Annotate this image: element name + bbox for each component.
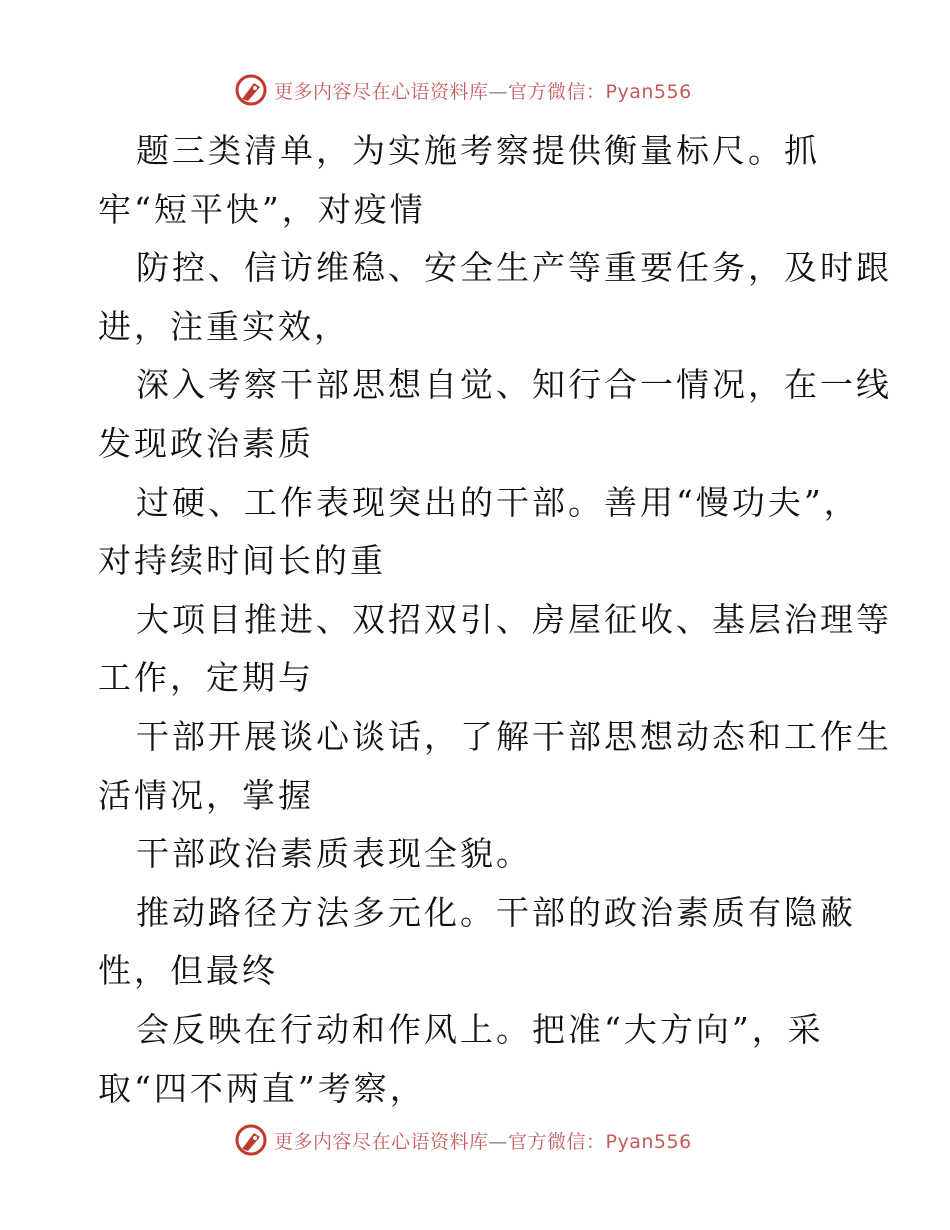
header-wechat-text: 官方微信：Pyan556 (508, 80, 692, 103)
paragraph-line: 深入考察干部思想自觉、知行合一情况，在一线 (136, 365, 892, 405)
paragraph-line: 干部开展谈心谈话，了解干部思想动态和工作生 (136, 716, 892, 756)
paragraph-line: 会反映在行动和作风上。把准“大方向”，采 (136, 1009, 824, 1049)
document-body (98, 122, 892, 1118)
paragraph-line: 工作，定期与 (98, 658, 314, 698)
pen-nib-logo-icon (234, 73, 268, 107)
paragraph-line: 推动路径方法多元化。干部的政治素质有隐蔽 (136, 892, 856, 932)
paragraph-line: 牢“短平快”，对疫情 (98, 189, 426, 229)
paragraph-line: 活情况，掌握 (98, 775, 314, 815)
header-site-text: 更多内容尽在心语资料库 (274, 80, 489, 103)
header-separator: — (488, 80, 509, 103)
paragraph-line: 发现政治素质 (98, 423, 314, 463)
header-banner (234, 72, 692, 108)
paragraph-line: 干部政治素质表现全貌。 (136, 834, 532, 874)
paragraph-line: 防控、信访维稳、安全生产等重要任务，及时跟 (136, 248, 892, 288)
paragraph-line: 性，但最终 (98, 951, 278, 991)
header-text (274, 77, 692, 104)
footer-wechat-text: 官方微信：Pyan556 (508, 1130, 692, 1153)
footer-site-text: 更多内容尽在心语资料库 (274, 1130, 489, 1153)
footer-banner (234, 1122, 692, 1158)
paragraph-line: 进，注重实效， (98, 306, 350, 346)
footer-text (274, 1127, 692, 1154)
paragraph-line: 题三类清单，为实施考察提供衡量标尺。抓 (136, 131, 820, 170)
paragraph-line: 对持续时间长的重 (98, 541, 386, 581)
pen-nib-logo-icon (234, 1123, 268, 1157)
paragraph-line: 大项目推进、双招双引、房屋征收、基层治理等 (136, 599, 892, 639)
paragraph-line: 取“四不两直”考察， (98, 1068, 426, 1108)
footer-separator: — (488, 1130, 509, 1153)
paragraph-line: 过硬、工作表现突出的干部。善用“慢功夫”， (136, 482, 860, 522)
